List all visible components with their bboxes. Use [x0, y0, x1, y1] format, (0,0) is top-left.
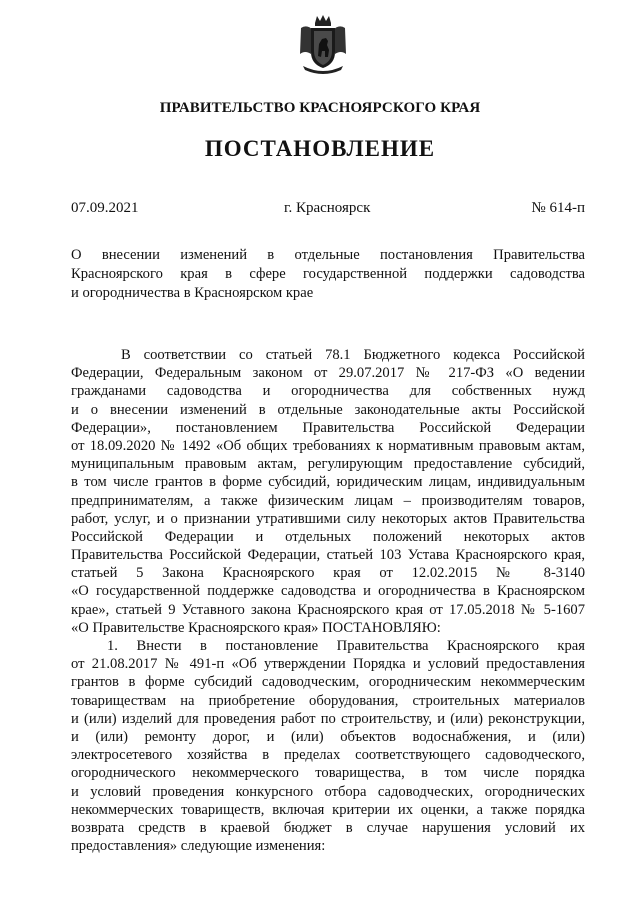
body-line: В соответствии со статьей 78.1 Бюджетного кодекса Российской: [121, 347, 585, 363]
body-line: от 18.09.2020 № 1492 «Об общих требованиях к нормативным правовым актам,: [71, 437, 585, 454]
body-line: крае», статьей 9 Уставного закона Красноярского края от 17.05.2018 № 5-1607: [71, 601, 585, 618]
document-subject: [71, 246, 585, 303]
body-line: и условий проведения конкурсного отбора садоводческих, огороднических: [71, 783, 585, 800]
body-line: муниципальным правовым актам, регулирующим предоставление субсидий,: [71, 456, 585, 473]
subject-line: Красноярского края в сфере государственной поддержки садоводства: [71, 266, 585, 282]
document-city: г. Красноярск: [284, 200, 371, 216]
body-line: Федерации, Федеральным законом от 29.07.2017 № 217-ФЗ «О ведении: [71, 365, 585, 382]
body-line: электросетевого хозяйства в пределах соответствующего садоводческого,: [71, 747, 585, 764]
body-line: в том числе грантов в форме субсидий, юридическим лицам, индивидуальным: [71, 474, 585, 491]
body-line: «О Правительстве Красноярского края» ПОСТАНОВЛЯЮ:: [71, 619, 441, 636]
document-number: № 614-п: [531, 200, 585, 216]
body-line: гражданами садоводства и огородничества для собственных нужд: [71, 383, 585, 400]
body-line: 1. Внести в постановление Правительства Красноярского края: [107, 638, 585, 654]
body-line: от 21.08.2017 № 491-п «Об утверждении Порядка и условий предоставления: [71, 656, 585, 673]
subject-line: и огородничества в Красноярском крае: [71, 285, 314, 301]
body-line: возврата средств в краевой бюджет в случае нарушения условий их: [71, 819, 585, 836]
body-line: некоммерческих товариществ, включая критерии их оценки, а также порядка: [71, 801, 585, 818]
document-body: [71, 346, 585, 855]
body-line: грантов в форме субсидий садоводческим, огородническим некоммерческим: [71, 674, 585, 691]
body-line: Федерации», постановлением Правительства Российской Федерации: [71, 419, 585, 436]
body-line: предоставления» следующие изменения:: [71, 838, 326, 855]
document-date: 07.09.2021: [71, 200, 139, 216]
body-line: предпринимателям, а также физическим лицам – производителям товаров,: [71, 492, 585, 509]
body-line: товариществам на приобретение оборудования, строительных материалов: [71, 692, 585, 709]
coat-of-arms-icon: [297, 14, 349, 76]
body-line: и (или) изделий для проведения работ по строительству, и (или) реконструкции,: [71, 710, 585, 727]
body-line: статьей 5 Закона Красноярского края от 12.02.2015 № 8-3140: [71, 565, 585, 582]
document-type-title: ПОСТАНОВЛЕНИЕ: [204, 136, 436, 161]
body-line: работ, услуг, и о признании утратившими силу некоторых актов Правительства: [71, 510, 585, 527]
organization-name: ПРАВИТЕЛЬСТВО КРАСНОЯРСКОГО КРАЯ: [159, 100, 481, 116]
body-line: огороднического некоммерческого товарищества, в том числе порядка: [71, 765, 585, 782]
document-meta-row: [71, 200, 585, 220]
body-line: «О государственной поддержке садоводства и огородничества в Красноярском: [71, 583, 585, 600]
body-line: Правительства Российской Федерации, статьей 103 Устава Красноярского края,: [71, 547, 585, 564]
body-line: и о внесении изменений в отдельные законодательные акты Российской: [71, 401, 585, 418]
subject-line: О внесении изменений в отдельные постановления Правительства: [71, 247, 585, 263]
body-line: Российской Федерации и отдельных положений некоторых актов: [71, 528, 585, 545]
body-line: и (или) ремонту дорог, и (или) объектов водоснабжения, и (или): [71, 728, 585, 745]
